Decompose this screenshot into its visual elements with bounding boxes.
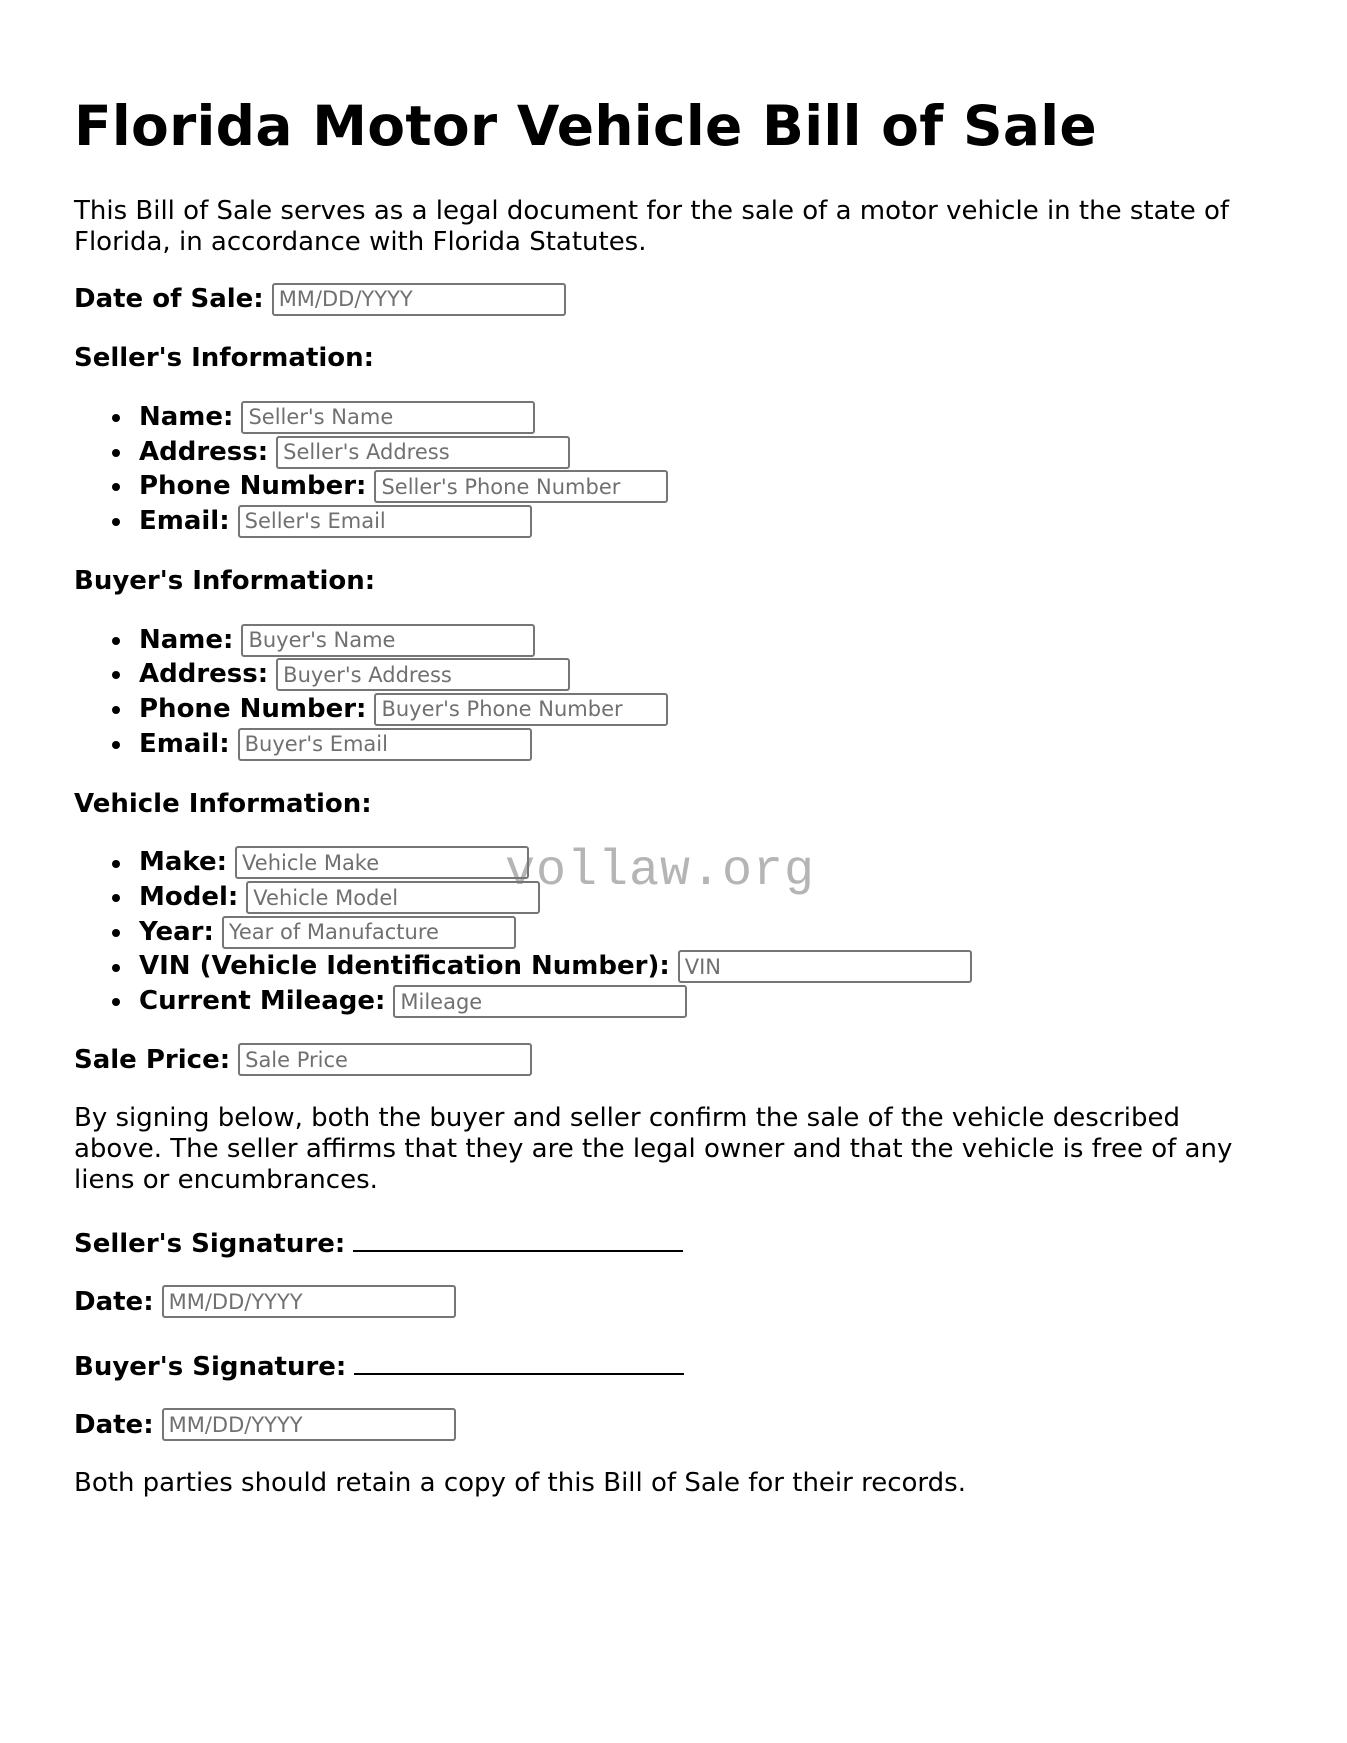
vehicle-model-item — [139, 880, 1274, 915]
buyer-date-input[interactable] — [162, 1408, 456, 1441]
closing-paragraph: Both parties should retain a copy of this Bill of Sale for their records. — [74, 1467, 966, 1498]
vehicle-info-heading: Vehicle Information: — [74, 788, 372, 819]
buyer-phone-label: Phone Number: — [139, 693, 367, 724]
buyer-signature-row — [74, 1349, 1274, 1384]
buyer-email-label: Email: — [139, 728, 230, 759]
document-page — [74, 0, 1274, 1499]
seller-name-input[interactable] — [241, 401, 535, 434]
buyer-phone-input[interactable] — [374, 693, 668, 726]
date-of-sale-input[interactable] — [272, 283, 566, 316]
intro-paragraph: This Bill of Sale serves as a legal document for the sale of a motor vehicle in the state of Florida, in accordance with Florida Statutes. — [74, 196, 1230, 257]
seller-info-heading: Seller's Information: — [74, 343, 375, 373]
vehicle-vin-input[interactable] — [678, 950, 972, 983]
buyer-name-label: Name: — [139, 624, 234, 655]
vehicle-year-item — [139, 915, 1274, 950]
seller-phone-label: Phone Number: — [139, 471, 367, 502]
seller-signature-label: Seller's Signature: — [74, 1228, 346, 1259]
vehicle-mileage-label: Current Mileage: — [139, 986, 386, 1017]
buyer-name-item — [139, 623, 1274, 658]
vehicle-make-label: Make: — [139, 847, 228, 878]
seller-signature-line[interactable] — [353, 1226, 683, 1252]
sale-price-row — [74, 1043, 1274, 1077]
seller-email-item — [139, 504, 1274, 539]
vehicle-vin-label: VIN (Vehicle Identification Number): — [139, 951, 670, 982]
seller-phone-input[interactable] — [374, 470, 668, 503]
buyer-address-item — [139, 657, 1274, 692]
seller-date-row — [74, 1285, 1274, 1319]
date-of-sale-label: Date of Sale: — [74, 284, 264, 314]
seller-address-item — [139, 435, 1274, 470]
vehicle-fields-list — [74, 846, 1274, 1019]
vehicle-mileage-item — [139, 984, 1274, 1019]
buyer-date-label: Date: — [74, 1409, 154, 1440]
seller-name-item — [139, 400, 1274, 435]
vehicle-model-label: Model: — [139, 882, 239, 913]
buyer-fields-list — [74, 623, 1274, 762]
vehicle-mileage-input[interactable] — [393, 985, 687, 1018]
confirmation-paragraph: By signing below, both the buyer and seller confirm the sale of the vehicle described above. The seller affirms that they are the legal owner and that the vehicle is free of any liens or encumbrances. — [74, 1102, 1233, 1195]
seller-fields-list — [74, 400, 1274, 539]
seller-date-input[interactable] — [162, 1285, 456, 1318]
vehicle-make-item — [139, 846, 1274, 881]
seller-email-label: Email: — [139, 505, 230, 536]
seller-phone-item — [139, 469, 1274, 504]
vehicle-year-input[interactable] — [222, 916, 516, 949]
seller-email-input[interactable] — [238, 505, 532, 538]
buyer-email-item — [139, 727, 1274, 762]
sale-price-label: Sale Price: — [74, 1044, 231, 1075]
seller-address-label: Address: — [139, 436, 269, 467]
buyer-phone-item — [139, 692, 1274, 727]
vehicle-vin-item — [139, 950, 1274, 985]
buyer-info-heading: Buyer's Information: — [74, 565, 376, 596]
buyer-name-input[interactable] — [241, 624, 535, 657]
buyer-signature-line[interactable] — [354, 1349, 684, 1375]
buyer-email-input[interactable] — [238, 728, 532, 761]
vehicle-year-label: Year: — [139, 916, 214, 947]
sale-price-input[interactable] — [238, 1043, 532, 1076]
watermark-text: vollaw.org — [505, 843, 816, 900]
buyer-date-row — [74, 1408, 1274, 1442]
buyer-address-input[interactable] — [276, 658, 570, 691]
buyer-signature-label: Buyer's Signature: — [74, 1351, 347, 1382]
seller-name-label: Name: — [139, 401, 234, 432]
seller-address-input[interactable] — [276, 436, 570, 469]
page-title: Florida Motor Vehicle Bill of Sale — [74, 94, 1098, 158]
seller-signature-row — [74, 1226, 1274, 1261]
buyer-address-label: Address: — [139, 659, 269, 690]
date-of-sale-row — [74, 282, 1274, 316]
vehicle-model-input[interactable] — [246, 881, 540, 914]
seller-date-label: Date: — [74, 1286, 154, 1317]
vehicle-make-input[interactable] — [235, 846, 529, 879]
